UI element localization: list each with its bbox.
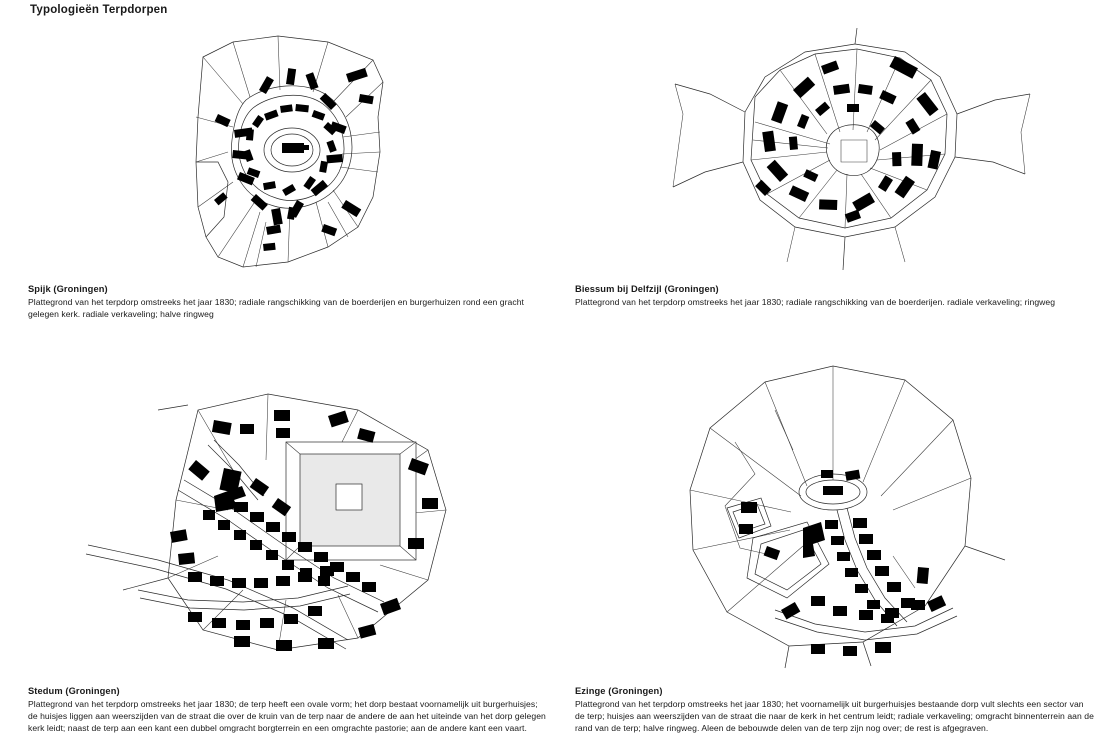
map-biessum <box>575 22 1095 272</box>
caption-body-stedum: Plattegrond van het terpdorp omstreeks het jaar 1830; de terp heeft een ovale vorm; het dorp bestaat voornamelijk uit burgerhuisjes; de huisjes liggen aan weerszijden van de straat die over de kruin van de terp naar de andere de aan het uiteinde van het dorp gelegen kerk leidt; naast de terp aan een kant een dubbel omgracht borgterrein en een omgrachte pastorie; aan de andere kant een vaart. <box>28 699 546 733</box>
caption-body-biessum: Plattegrond van het terpdorp omstreeks het jaar 1830; radiale rangschikking van de boerderijen. radiale verkaveling; ringweg <box>575 297 1056 307</box>
figure-stedum <box>28 350 548 740</box>
caption-biessum <box>575 284 1095 309</box>
caption-ezinge <box>575 686 1095 735</box>
figure-ezinge <box>575 350 1095 740</box>
caption-title-ezinge: Ezinge (Groningen) <box>575 686 663 696</box>
figure-spijk <box>28 22 548 342</box>
moat-church-spijk <box>264 128 320 172</box>
church-yard-biessum <box>826 125 879 176</box>
page-title: Typologieën Terpdorpen <box>30 4 168 16</box>
buildings-ezinge <box>739 470 946 656</box>
caption-title-biessum: Biessum bij Delfzijl (Groningen) <box>575 284 719 294</box>
caption-title-stedum: Stedum (Groningen) <box>28 686 120 696</box>
map-stedum <box>28 350 548 670</box>
map-spijk <box>28 22 548 272</box>
parcel-lines-biessum <box>673 28 1030 270</box>
caption-spijk <box>28 284 548 321</box>
caption-body-ezinge: Plattegrond van het terpdorp omstreeks het jaar 1830; het voornamelijk uit burgerhuisjes bestaande dorp vult slechts een sector van de terp; huisjes aan weerszijden van de straat die naar de kerk in het centrum leidt; radiale verkaveling; omgracht binnenterrein aan de rand van de terp; halve ringweg. Aleen de bebouwde delen van de terp zijn nog over; de rest is afgegraven. <box>575 699 1094 733</box>
buildings-biessum <box>755 56 941 223</box>
caption-stedum <box>28 686 548 735</box>
map-ezinge <box>575 350 1095 670</box>
caption-title-spijk: Spijk (Groningen) <box>28 284 108 294</box>
parcel-lines-ezinge <box>690 366 1005 668</box>
figure-biessum <box>575 22 1095 342</box>
caption-body-spijk: Plattegrond van het terpdorp omstreeks het jaar 1830; radiale rangschikking van de boerderijen en burgerhuizen rond een gracht gelegen kerk. radiale verkaveling; halve ringweg <box>28 297 524 319</box>
